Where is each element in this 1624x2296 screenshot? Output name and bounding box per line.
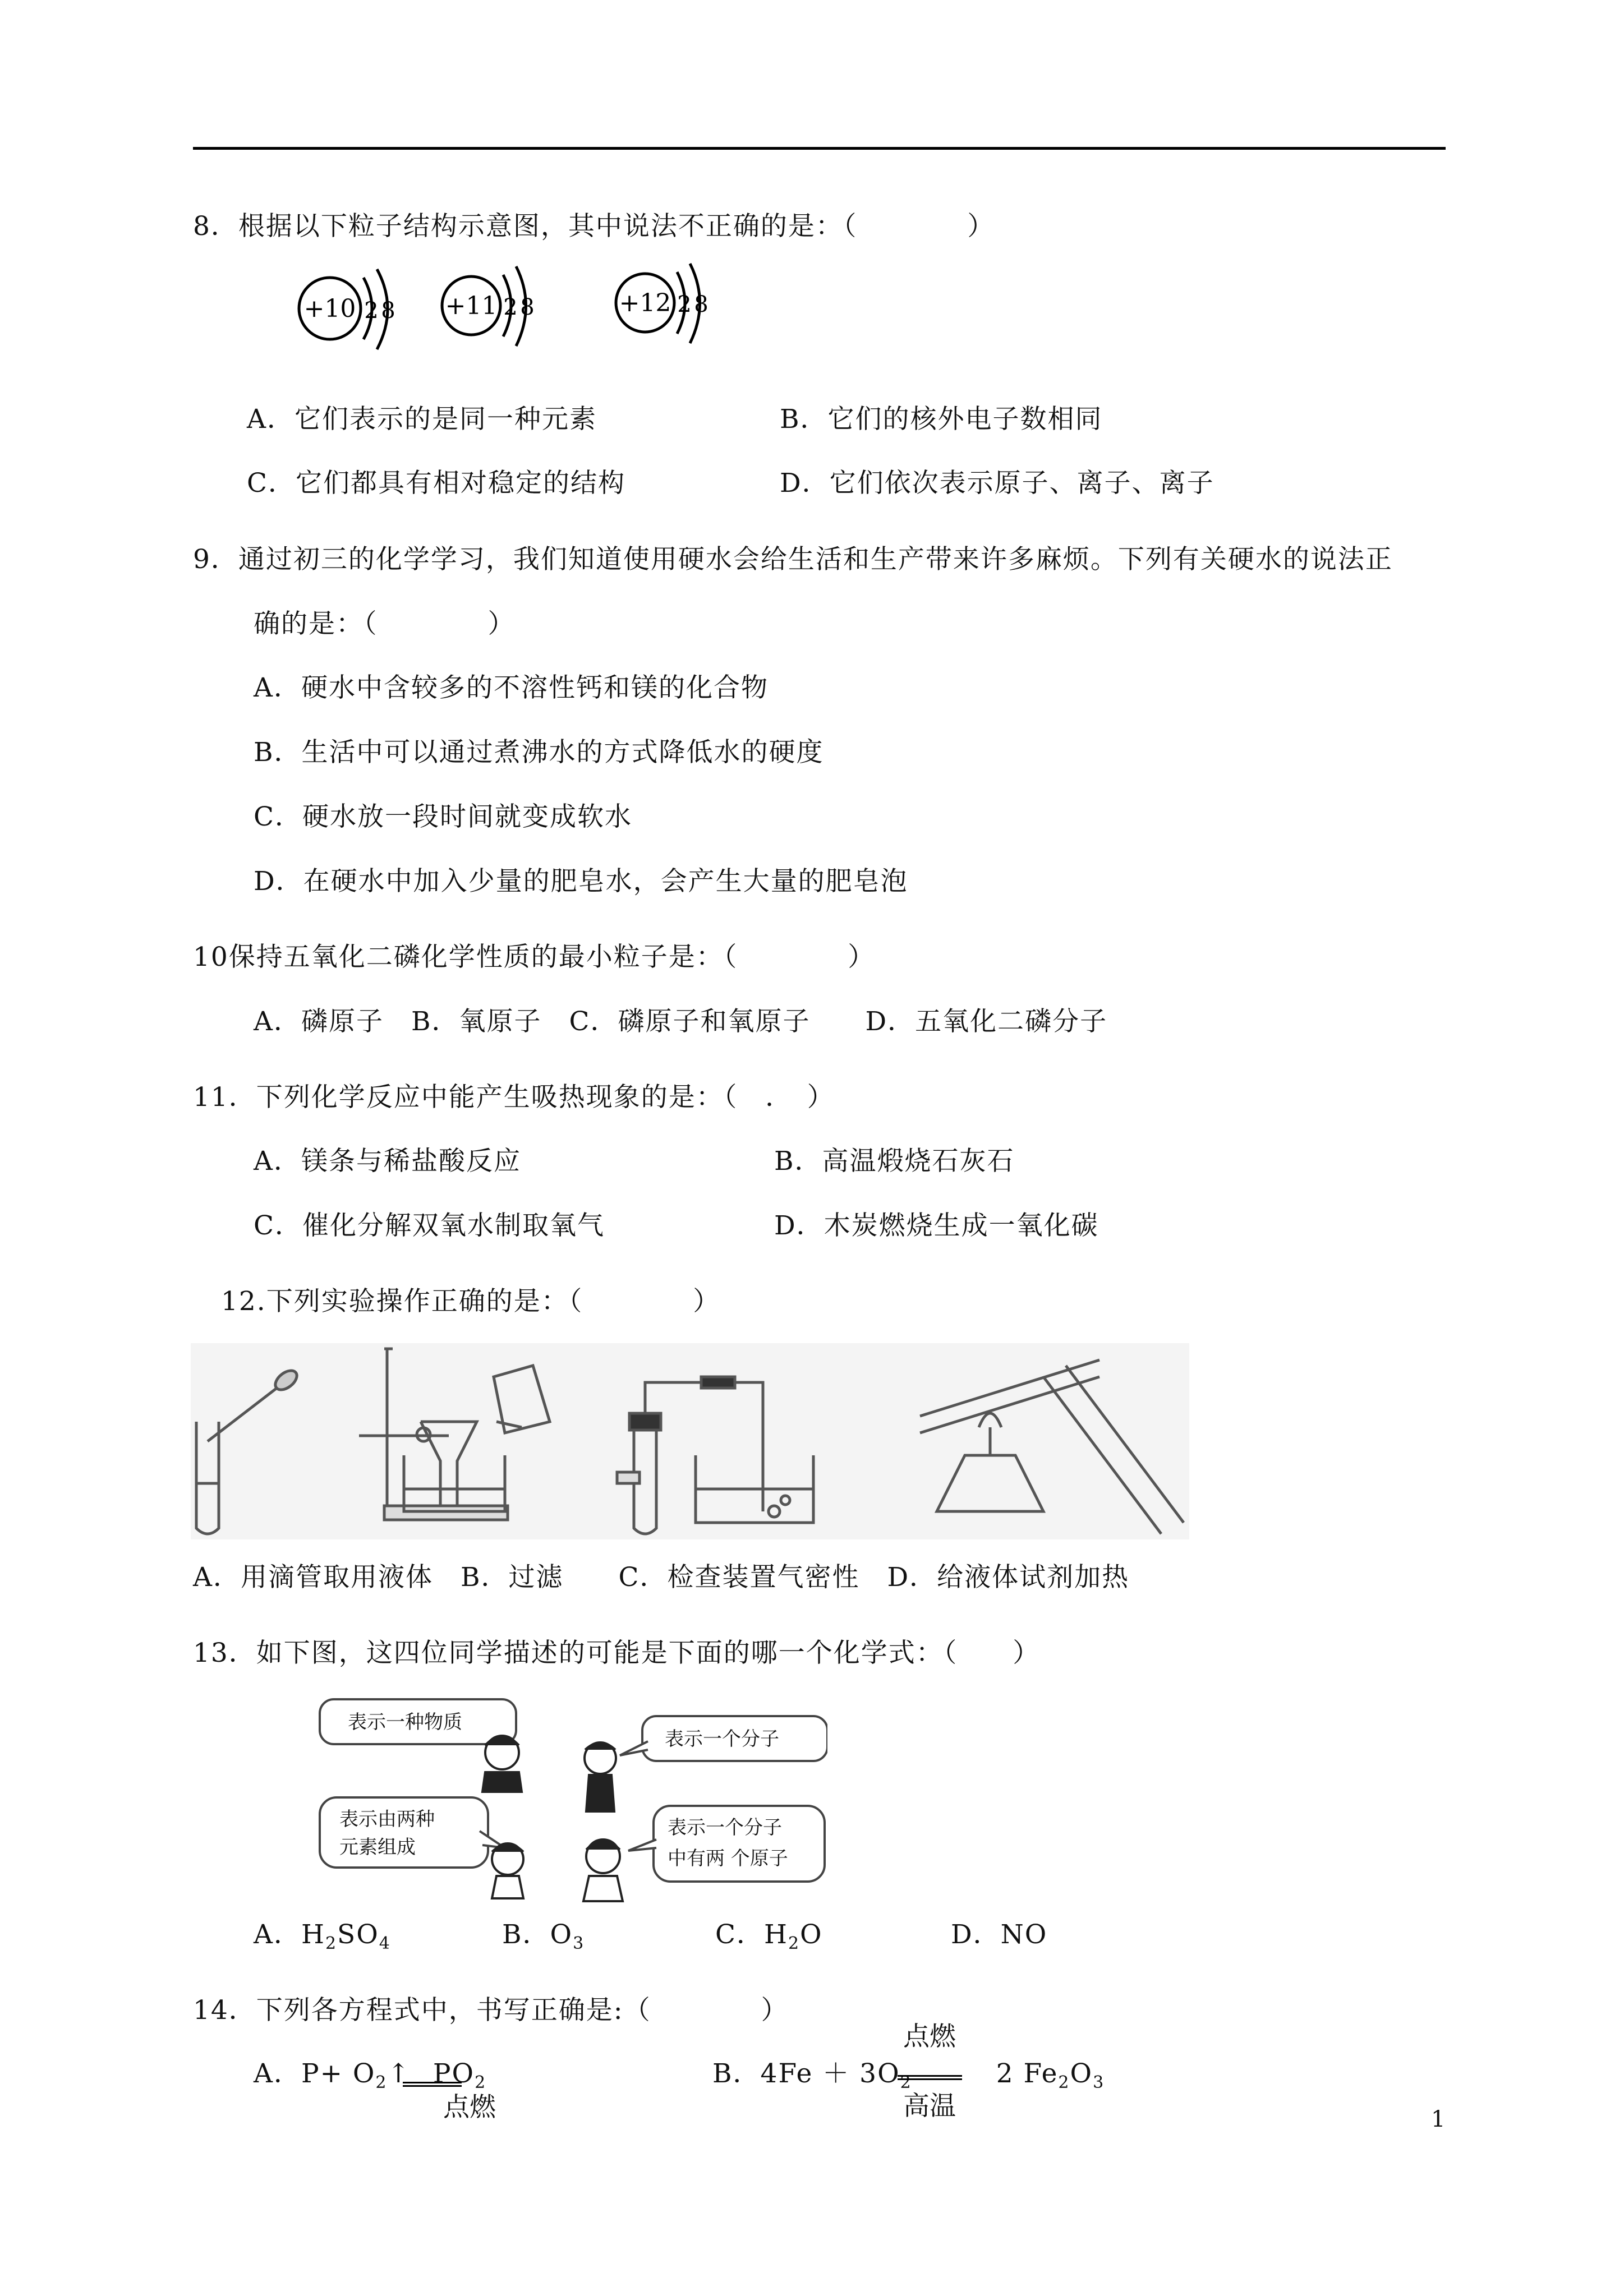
- q14-b-condition-below: 高温: [903, 2091, 956, 2122]
- q14-b-condition-above: 点燃: [903, 2021, 956, 2052]
- atom-structure-10: [299, 269, 395, 349]
- q14-option-b: B．$4Fe + 3O_2$ 2 $Fe_2O_3$: [712, 2058, 1105, 2092]
- nucleus-label: +10: [303, 294, 356, 323]
- header-rule: [193, 147, 1446, 150]
- shell-2-count: 8: [694, 292, 709, 317]
- q11-option-d: D．木炭燃烧生成一氧化碳: [774, 1210, 1099, 1241]
- q14-b-equals-sign: [898, 2075, 962, 2080]
- speech-bubble-3: [320, 1797, 505, 1868]
- q11-option-b: B．高温煅烧石灰石: [774, 1146, 1015, 1177]
- q13-option-a: A．$H_2SO_4$: [254, 1919, 391, 1953]
- q8-option-c: C．它们都具有相对稳定的结构: [247, 468, 625, 499]
- student-figure-4: [583, 1839, 623, 1901]
- q8-option-b: B．它们的核外电子数相同: [780, 404, 1103, 435]
- student-figure-3: [492, 1843, 523, 1898]
- q8-particle-diagram-3: [609, 255, 749, 359]
- q8-option-a: A．它们表示的是同一种元素: [247, 404, 597, 435]
- shell-2-count: 8: [520, 294, 535, 320]
- q8-particle-diagram: [280, 255, 595, 359]
- nucleus-label: +11: [445, 292, 498, 320]
- q12-options: A．用滴管取用液体 B．过滤 C．检查装置气密性 D．给液体试剂加热: [193, 1562, 1130, 1593]
- q8-option-d: D．它们依次表示原子、离子、离子: [780, 468, 1214, 499]
- q13-option-d: D．NO: [951, 1919, 1048, 1950]
- q9-option-b: B．生活中可以通过煮沸水的方式降低水的硬度: [254, 737, 824, 768]
- shell-1-count: 2: [677, 292, 692, 317]
- q14-a-condition-below: 点燃: [443, 2092, 496, 2123]
- q13-students-speech-figure: [317, 1694, 827, 1904]
- bubble-1-text: 表示一种物质: [348, 1711, 462, 1733]
- student-figure-2: [585, 1742, 616, 1811]
- nucleus-label: +12: [619, 289, 671, 317]
- bubble-4-line1: 表示一个分子: [668, 1816, 782, 1839]
- q13-option-c: C．$H_2O$: [715, 1919, 823, 1953]
- shell-1-count: 2: [503, 294, 518, 320]
- bubble-3-line1: 表示由两种: [339, 1808, 435, 1831]
- q8-stem: 8．根据以下粒子结构示意图，其中说法不正确的是：（ ）: [193, 211, 995, 242]
- q13-option-b: B．$O_3$: [502, 1919, 585, 1953]
- speech-bubble-2: [620, 1716, 827, 1761]
- atom-structure-12: [616, 264, 709, 343]
- q9-option-a: A．硬水中含较多的不溶性钙和镁的化合物: [254, 672, 769, 703]
- atom-structure-11: [442, 266, 535, 346]
- q12-lab-apparatus-figure: [191, 1343, 1189, 1539]
- q11-option-c: C．催化分解双氧水制取氧气: [254, 1210, 605, 1241]
- bubble-4-line2: 中有两 个原子: [668, 1847, 788, 1870]
- q9-option-c: C．硬水放一段时间就变成软水: [254, 801, 632, 832]
- q14-stem: 14．下列各方程式中，书写正确是:（ ）: [193, 1995, 789, 2026]
- student-figure-1: [482, 1736, 522, 1792]
- bubble-3-line2: 元素组成: [339, 1836, 416, 1859]
- q9-stem-line2: 确的是：（ ）: [254, 608, 516, 639]
- q10-stem: 10保持五氧化二磷化学性质的最小粒子是：（ ）: [193, 942, 876, 972]
- speech-bubble-4: [628, 1806, 825, 1882]
- q9-option-d: D．在硬水中加入少量的肥皂水，会产生大量的肥皂泡: [254, 866, 908, 897]
- q10-options: A．磷原子 B．氧原子 C．磷原子和氧原子 D．五氧化二磷分子: [254, 1006, 1108, 1037]
- q14-option-a: A．$P+ O_2↑$ $PO_2$: [254, 2058, 487, 2092]
- page-number: 1: [1431, 2106, 1446, 2132]
- q13-stem: 13．如下图，这四位同学描述的可能是下面的哪一个化学式：（ ）: [193, 1638, 1041, 1668]
- bubble-2-text: 表示一个分子: [665, 1728, 779, 1750]
- shell-2-count: 8: [381, 298, 395, 324]
- shell-1-count: 2: [364, 298, 379, 324]
- q11-stem: 11．下列化学反应中能产生吸热现象的是：（ ． ）: [193, 1082, 835, 1113]
- q11-option-a: A．镁条与稀盐酸反应: [254, 1146, 521, 1177]
- q12-stem: 12.下列实验操作正确的是：（ ）: [221, 1286, 721, 1317]
- q9-stem-line1: 9．通过初三的化学学习，我们知道使用硬水会给生活和生产带来许多麻烦。下列有关硬水的说法正: [193, 544, 1393, 575]
